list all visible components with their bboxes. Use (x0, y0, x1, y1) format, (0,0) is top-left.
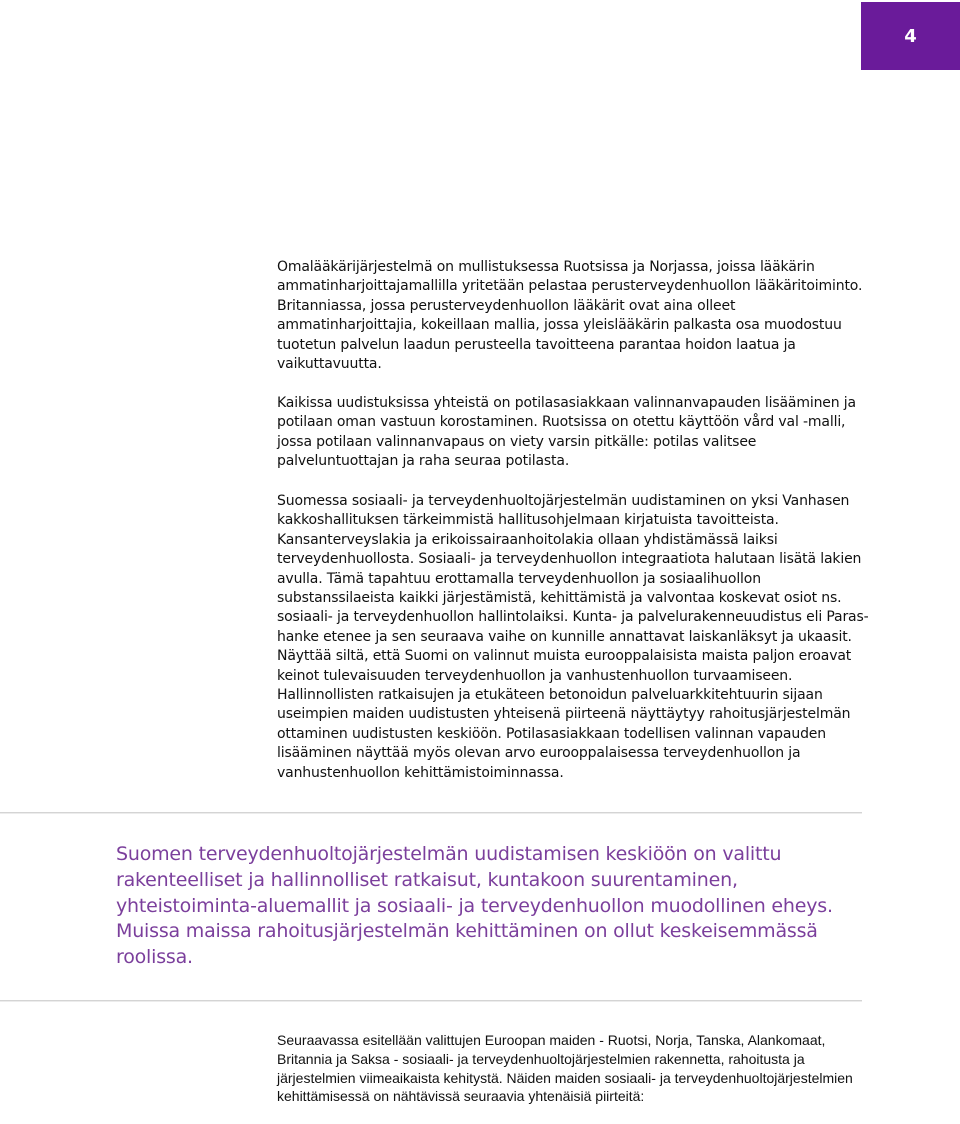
page-number-badge: 4 (861, 2, 960, 70)
divider-top (0, 812, 862, 814)
body-paragraph-2: Kaikissa uudistuksissa yhteistä on potilasasiakkaan valinnanvapauden lisääminen ja potilaan oman vastuun korostaminen. Ruotsissa on otettu käyttöön vård val -malli, jossa potilaan valinnanvapaus on viety varsin pitkälle: potilas valitsee palveluntuottajan ja raha seuraa potilasta. (277, 395, 856, 470)
body-paragraph-3: Suomessa sosiaali- ja terveydenhuoltojärjestelmän uudistaminen on yksi Vanhasen kakkoshallituksen tärkeimmistä hallitusohjelmaan kirjatuista tavoitteista. Kansanterveyslakia ja erikoissairaanhoitolakia ollaan yhdistämässä laiksi terveydenhuollosta. Sosiaali- ja terveydenhuollon integraatiota halutaan lisätä lakien avulla. Tämä tapahtuu erottamalla terveydenhuollon ja sosiaalihuollon substanssilaeista kaikki järjestämistä, kehittämistä ja valvontaa koskevat osiot ns. sosiaali- ja terveydenhuollon hallintolaiksi. Kunta- ja palvelurakenneuudistus eli Paras-hanke etenee ja sen seuraava vaihe on kunnille annattavat laiskanläksyt ja ukaasit. Näyttää siltä, että Suomi on valinnut muista eurooppalaisista maista paljon eroavat keinot tulevaisuuden terveydenhuollon ja vanhustenhuollon turvaamiseen. Hallinnollisten ratkaisujen ja etukäteen betonoidun palveluarkkitehtuurin sijaan useimpien maiden uudistusten yhteisenä piirteenä näyttäytyy rahoitusjärjestelmän ottaminen uudistusten keskiöön. Potilasasiakkaan todellisen valinnan vapauden lisääminen näyttää myös olevan arvo eurooppalaisessa terveydenhuollon ja vanhustenhuollon kehittämistoiminnassa. (277, 493, 869, 781)
intro-paragraph: Seuraavassa esitellään valittujen Euroopan maiden - Ruotsi, Norja, Tanska, Alankomaat, Britannia ja Saksa - sosiaali- ja terveydenhuoltojärjestelmien rakennetta, rahoitusta ja järjestelmien viimeaikaista kehitystä. Näiden maiden sosiaali- ja terveydenhuoltojärjestelmien kehittämisessä on nähtävissä seuraavia yhtenäisiä piirteitä: (277, 1032, 853, 1105)
divider-bottom (0, 1000, 862, 1002)
body-paragraph-1: Omalääkärijärjestelmä on mullistuksessa Ruotsissa ja Norjassa, joissa lääkärin ammatinharjoittajamallilla yritetään pelastaa perusterveydenhuollon lääkäritoiminto. Britanniassa, jossa perusterveydenhuollon lääkärit ovat aina olleet ammatinharjoittajia, kokeillaan mallia, jossa yleislääkärin palkasta osa muodostuu tuotetun palvelun laadun perusteella tavoitteena parantaa hoidon laatua ja vaikuttavuutta. (277, 259, 863, 373)
pull-quote: Suomen terveydenhuoltojärjestelmän uudistamisen keskiöön on valittu rakenteelliset ja hallinnolliset ratkaisut, kuntakoon suurentaminen, yhteistoiminta-aluemallit ja sosiaali- ja terveydenhuollon muodollinen eheys. Muissa maissa rahoitusjärjestelmän kehittäminen on ollut keskeisemmässä roolissa. (116, 843, 833, 969)
